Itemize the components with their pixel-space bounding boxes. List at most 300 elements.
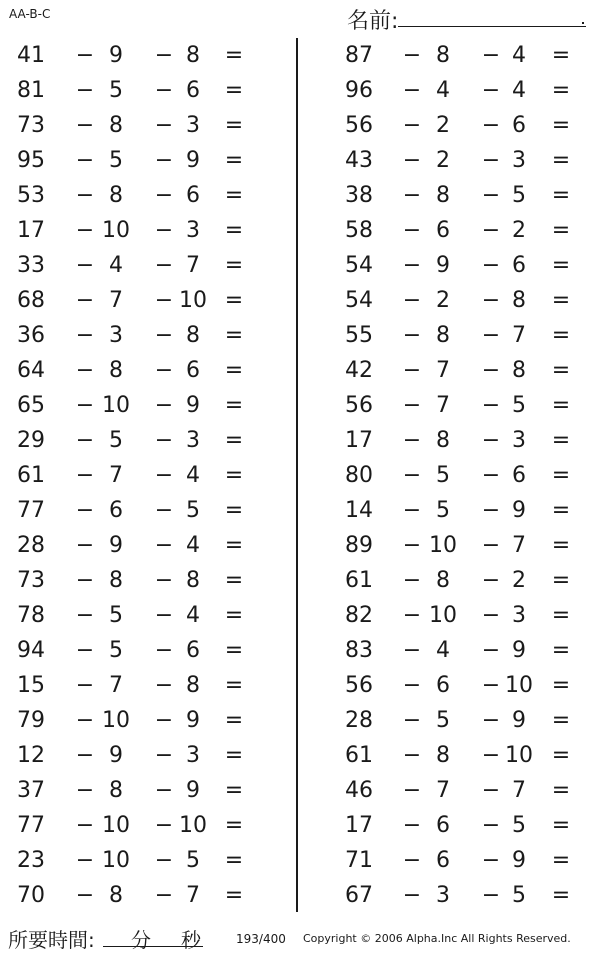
minus-sign: − [154, 113, 174, 138]
equals-sign: = [551, 43, 571, 68]
minuend: 56 [345, 113, 373, 138]
minus-sign: − [481, 708, 501, 733]
minus-sign: − [402, 393, 422, 418]
equals-sign: = [551, 498, 571, 523]
subtrahend-2: 3 [186, 218, 200, 243]
equals-sign: = [224, 743, 244, 768]
minus-sign: − [402, 848, 422, 873]
equals-sign: = [551, 463, 571, 488]
equals-sign: = [224, 358, 244, 383]
subtrahend-1: 5 [109, 428, 123, 453]
minuend: 29 [17, 428, 45, 453]
minuend: 61 [345, 568, 373, 593]
minuend: 81 [17, 78, 45, 103]
minus-sign: − [75, 708, 95, 733]
subtrahend-1: 8 [109, 183, 123, 208]
equals-sign: = [224, 218, 244, 243]
right-problem-row [0, 773, 600, 808]
right-problem-row [0, 38, 600, 73]
minus-sign: − [481, 253, 501, 278]
minuend: 87 [345, 43, 373, 68]
seconds-unit: 秒 [181, 928, 201, 952]
subtrahend-2: 3 [512, 603, 526, 628]
subtrahend-1: 5 [436, 708, 450, 733]
minus-sign: − [402, 78, 422, 103]
minus-sign: − [75, 673, 95, 698]
subtrahend-2: 5 [512, 183, 526, 208]
minuend: 78 [17, 603, 45, 628]
minuend: 56 [345, 673, 373, 698]
minus-sign: − [75, 183, 95, 208]
minuend: 33 [17, 253, 45, 278]
subtrahend-2: 3 [186, 743, 200, 768]
minus-sign: − [154, 673, 174, 698]
right-problem-row [0, 528, 600, 563]
right-problem-row [0, 108, 600, 143]
subtrahend-2: 5 [186, 848, 200, 873]
equals-sign: = [224, 603, 244, 628]
minus-sign: − [402, 113, 422, 138]
equals-sign: = [224, 498, 244, 523]
subtrahend-2: 7 [512, 778, 526, 803]
subtrahend-2: 4 [186, 463, 200, 488]
minus-sign: − [481, 148, 501, 173]
minus-sign: − [75, 848, 95, 873]
equals-sign: = [551, 288, 571, 313]
subtrahend-2: 3 [186, 113, 200, 138]
subtrahend-2: 8 [512, 288, 526, 313]
minuend: 23 [17, 848, 45, 873]
minuend: 77 [17, 813, 45, 838]
subtrahend-2: 9 [512, 708, 526, 733]
equals-sign: = [224, 43, 244, 68]
minus-sign: − [154, 533, 174, 558]
subtrahend-1: 8 [109, 883, 123, 908]
right-problem-row [0, 598, 600, 633]
right-problem-row [0, 878, 600, 913]
subtrahend-2: 7 [512, 533, 526, 558]
minus-sign: − [481, 288, 501, 313]
subtrahend-1: 10 [102, 848, 130, 873]
subtrahend-2: 10 [505, 673, 533, 698]
minus-sign: − [481, 813, 501, 838]
subtrahend-1: 10 [102, 708, 130, 733]
minus-sign: − [75, 358, 95, 383]
minus-sign: − [75, 428, 95, 453]
subtrahend-2: 3 [512, 148, 526, 173]
minus-sign: − [75, 43, 95, 68]
minus-sign: − [402, 148, 422, 173]
subtrahend-2: 6 [512, 463, 526, 488]
minus-sign: − [402, 183, 422, 208]
minus-sign: − [154, 183, 174, 208]
minus-sign: − [154, 883, 174, 908]
minuend: 37 [17, 778, 45, 803]
minuend: 65 [17, 393, 45, 418]
right-problem-row [0, 808, 600, 843]
subtrahend-1: 7 [436, 393, 450, 418]
minus-sign: − [75, 393, 95, 418]
equals-sign: = [224, 883, 244, 908]
minuend: 61 [345, 743, 373, 768]
minus-sign: − [75, 533, 95, 558]
subtrahend-2: 9 [186, 393, 200, 418]
subtrahend-2: 4 [512, 43, 526, 68]
minus-sign: − [481, 463, 501, 488]
subtrahend-1: 8 [436, 183, 450, 208]
minus-sign: − [481, 393, 501, 418]
minus-sign: − [481, 428, 501, 453]
subtrahend-1: 8 [109, 358, 123, 383]
minus-sign: − [402, 43, 422, 68]
subtrahend-1: 7 [109, 288, 123, 313]
subtrahend-1: 5 [109, 638, 123, 663]
equals-sign: = [224, 673, 244, 698]
minuend: 55 [345, 323, 373, 348]
minus-sign: − [75, 323, 95, 348]
subtrahend-1: 6 [436, 813, 450, 838]
right-problem-row [0, 143, 600, 178]
minus-sign: − [481, 498, 501, 523]
minus-sign: − [75, 148, 95, 173]
minus-sign: − [402, 218, 422, 243]
right-problem-row [0, 423, 600, 458]
subtrahend-2: 6 [186, 183, 200, 208]
equals-sign: = [551, 78, 571, 103]
equals-sign: = [551, 743, 571, 768]
subtrahend-1: 9 [109, 533, 123, 558]
minus-sign: − [154, 323, 174, 348]
minus-sign: − [481, 218, 501, 243]
equals-sign: = [224, 813, 244, 838]
minus-sign: − [154, 603, 174, 628]
equals-sign: = [224, 463, 244, 488]
equals-sign: = [551, 393, 571, 418]
minus-sign: − [154, 218, 174, 243]
subtrahend-1: 8 [109, 113, 123, 138]
subtrahend-2: 3 [512, 428, 526, 453]
minuend: 17 [345, 428, 373, 453]
subtrahend-2: 6 [512, 253, 526, 278]
minus-sign: − [154, 358, 174, 383]
subtrahend-2: 3 [186, 428, 200, 453]
page-number: 193/400 [236, 932, 286, 946]
subtrahend-2: 8 [186, 323, 200, 348]
minus-sign: − [402, 603, 422, 628]
minus-sign: − [402, 743, 422, 768]
subtrahend-1: 3 [109, 323, 123, 348]
minus-sign: − [402, 288, 422, 313]
minuend: 54 [345, 288, 373, 313]
right-problem-row [0, 843, 600, 878]
equals-sign: = [224, 638, 244, 663]
minuend: 38 [345, 183, 373, 208]
minuend: 71 [345, 848, 373, 873]
equals-sign: = [551, 603, 571, 628]
minus-sign: − [75, 288, 95, 313]
right-problem-row [0, 178, 600, 213]
equals-sign: = [551, 218, 571, 243]
subtrahend-2: 4 [186, 533, 200, 558]
minuend: 42 [345, 358, 373, 383]
subtrahend-1: 5 [109, 148, 123, 173]
minuend: 14 [345, 498, 373, 523]
minuend: 68 [17, 288, 45, 313]
subtrahend-2: 9 [512, 638, 526, 663]
right-problem-row [0, 703, 600, 738]
minus-sign: − [154, 848, 174, 873]
subtrahend-2: 8 [186, 43, 200, 68]
equals-sign: = [551, 708, 571, 733]
minus-sign: − [154, 428, 174, 453]
minus-sign: − [75, 498, 95, 523]
minus-sign: − [402, 883, 422, 908]
minus-sign: − [154, 638, 174, 663]
minus-sign: − [481, 183, 501, 208]
subtrahend-1: 2 [436, 148, 450, 173]
equals-sign: = [224, 148, 244, 173]
right-problem-row [0, 458, 600, 493]
minus-sign: − [154, 498, 174, 523]
subtrahend-2: 7 [186, 883, 200, 908]
equals-sign: = [551, 323, 571, 348]
minuend: 43 [345, 148, 373, 173]
equals-sign: = [551, 673, 571, 698]
minus-sign: − [154, 43, 174, 68]
minuend: 89 [345, 533, 373, 558]
minus-sign: − [75, 603, 95, 628]
subtrahend-1: 5 [109, 603, 123, 628]
minus-sign: − [75, 813, 95, 838]
subtrahend-2: 8 [186, 568, 200, 593]
minus-sign: − [75, 883, 95, 908]
minuend: 82 [345, 603, 373, 628]
minus-sign: − [402, 708, 422, 733]
time-label: 所要時間: [8, 928, 95, 952]
minuend: 64 [17, 358, 45, 383]
minus-sign: − [481, 743, 501, 768]
subtrahend-1: 4 [436, 78, 450, 103]
right-problem-row [0, 668, 600, 703]
minuend: 17 [17, 218, 45, 243]
minuend: 73 [17, 568, 45, 593]
minuend: 36 [17, 323, 45, 348]
minus-sign: − [75, 78, 95, 103]
equals-sign: = [224, 183, 244, 208]
subtrahend-2: 9 [186, 778, 200, 803]
subtrahend-1: 5 [436, 498, 450, 523]
right-problem-row [0, 213, 600, 248]
minus-sign: − [481, 883, 501, 908]
minuend: 95 [17, 148, 45, 173]
subtrahend-1: 10 [429, 533, 457, 558]
equals-sign: = [551, 848, 571, 873]
subtrahend-1: 7 [436, 358, 450, 383]
subtrahend-1: 10 [429, 603, 457, 628]
right-problem-row [0, 388, 600, 423]
subtrahend-1: 9 [109, 43, 123, 68]
subtrahend-1: 10 [102, 393, 130, 418]
minus-sign: − [481, 533, 501, 558]
minus-sign: − [154, 463, 174, 488]
equals-sign: = [551, 113, 571, 138]
subtrahend-2: 6 [186, 78, 200, 103]
subtrahend-1: 10 [102, 813, 130, 838]
minus-sign: − [75, 253, 95, 278]
minuend: 41 [17, 43, 45, 68]
subtrahend-2: 9 [512, 848, 526, 873]
right-problem-row [0, 633, 600, 668]
minuend: 17 [345, 813, 373, 838]
minus-sign: − [481, 323, 501, 348]
minus-sign: − [402, 533, 422, 558]
minus-sign: − [402, 673, 422, 698]
subtrahend-1: 7 [436, 778, 450, 803]
minuend: 53 [17, 183, 45, 208]
minus-sign: − [402, 463, 422, 488]
minus-sign: − [402, 638, 422, 663]
minus-sign: − [75, 113, 95, 138]
subtrahend-1: 5 [109, 78, 123, 103]
subtrahend-1: 8 [436, 568, 450, 593]
name-underline [398, 26, 586, 27]
equals-sign: = [224, 288, 244, 313]
copyright-text: Copyright © 2006 Alpha.Inc All Rights Reserved. [303, 932, 571, 945]
minuend: 61 [17, 463, 45, 488]
subtrahend-1: 6 [436, 848, 450, 873]
subtrahend-1: 8 [109, 778, 123, 803]
subtrahend-1: 2 [436, 113, 450, 138]
subtrahend-2: 7 [512, 323, 526, 348]
right-problem-row [0, 248, 600, 283]
minus-sign: − [481, 78, 501, 103]
subtrahend-1: 10 [102, 218, 130, 243]
minus-sign: − [402, 428, 422, 453]
subtrahend-2: 9 [186, 708, 200, 733]
equals-sign: = [224, 323, 244, 348]
subtrahend-2: 10 [179, 813, 207, 838]
minus-sign: − [154, 708, 174, 733]
equals-sign: = [551, 183, 571, 208]
minuend: 58 [345, 218, 373, 243]
equals-sign: = [224, 708, 244, 733]
equals-sign: = [551, 883, 571, 908]
subtrahend-2: 6 [186, 638, 200, 663]
subtrahend-2: 6 [512, 113, 526, 138]
minutes-unit: 分 [131, 928, 151, 952]
subtrahend-2: 10 [179, 288, 207, 313]
name-label: 名前: [347, 9, 399, 34]
subtrahend-2: 5 [512, 883, 526, 908]
minus-sign: − [154, 568, 174, 593]
subtrahend-2: 9 [512, 498, 526, 523]
subtrahend-1: 9 [436, 253, 450, 278]
subtrahend-2: 8 [186, 673, 200, 698]
right-problem-row [0, 563, 600, 598]
minus-sign: − [154, 288, 174, 313]
minuend: 54 [345, 253, 373, 278]
subtrahend-2: 4 [186, 603, 200, 628]
minuend: 70 [17, 883, 45, 908]
minus-sign: − [481, 43, 501, 68]
subtrahend-1: 8 [436, 743, 450, 768]
subtrahend-1: 6 [109, 498, 123, 523]
equals-sign: = [551, 148, 571, 173]
worksheet-code: AA-B-C [9, 7, 51, 21]
subtrahend-1: 5 [436, 463, 450, 488]
minus-sign: − [402, 498, 422, 523]
minus-sign: − [481, 358, 501, 383]
equals-sign: = [224, 253, 244, 278]
minus-sign: − [402, 358, 422, 383]
equals-sign: = [224, 848, 244, 873]
right-problem-row [0, 738, 600, 773]
subtrahend-1: 7 [109, 463, 123, 488]
equals-sign: = [224, 533, 244, 558]
minus-sign: − [402, 253, 422, 278]
minus-sign: − [75, 568, 95, 593]
minus-sign: − [481, 673, 501, 698]
equals-sign: = [551, 568, 571, 593]
subtrahend-2: 9 [186, 148, 200, 173]
minus-sign: − [481, 848, 501, 873]
minuend: 79 [17, 708, 45, 733]
subtrahend-2: 2 [512, 218, 526, 243]
minus-sign: − [75, 638, 95, 663]
subtrahend-2: 6 [186, 358, 200, 383]
subtrahend-1: 9 [109, 743, 123, 768]
name-line-dot [582, 22, 584, 24]
equals-sign: = [224, 778, 244, 803]
subtrahend-1: 8 [436, 428, 450, 453]
minus-sign: − [75, 778, 95, 803]
equals-sign: = [551, 813, 571, 838]
subtrahend-1: 8 [436, 43, 450, 68]
minuend: 46 [345, 778, 373, 803]
right-problem-row [0, 318, 600, 353]
equals-sign: = [224, 78, 244, 103]
right-problem-row [0, 283, 600, 318]
right-problem-row [0, 73, 600, 108]
minus-sign: − [154, 148, 174, 173]
subtrahend-1: 7 [109, 673, 123, 698]
equals-sign: = [551, 778, 571, 803]
right-problem-row [0, 353, 600, 388]
minuend: 28 [17, 533, 45, 558]
subtrahend-1: 4 [109, 253, 123, 278]
minuend: 83 [345, 638, 373, 663]
minus-sign: − [154, 743, 174, 768]
minus-sign: − [481, 113, 501, 138]
right-problem-row [0, 493, 600, 528]
minus-sign: − [75, 218, 95, 243]
subtrahend-2: 10 [505, 743, 533, 768]
minus-sign: − [75, 463, 95, 488]
equals-sign: = [551, 638, 571, 663]
minus-sign: − [154, 778, 174, 803]
equals-sign: = [551, 253, 571, 278]
minus-sign: − [481, 778, 501, 803]
minus-sign: − [154, 78, 174, 103]
minuend: 15 [17, 673, 45, 698]
subtrahend-1: 3 [436, 883, 450, 908]
minuend: 67 [345, 883, 373, 908]
minuend: 73 [17, 113, 45, 138]
subtrahend-2: 5 [186, 498, 200, 523]
minus-sign: − [402, 778, 422, 803]
equals-sign: = [224, 568, 244, 593]
subtrahend-1: 2 [436, 288, 450, 313]
